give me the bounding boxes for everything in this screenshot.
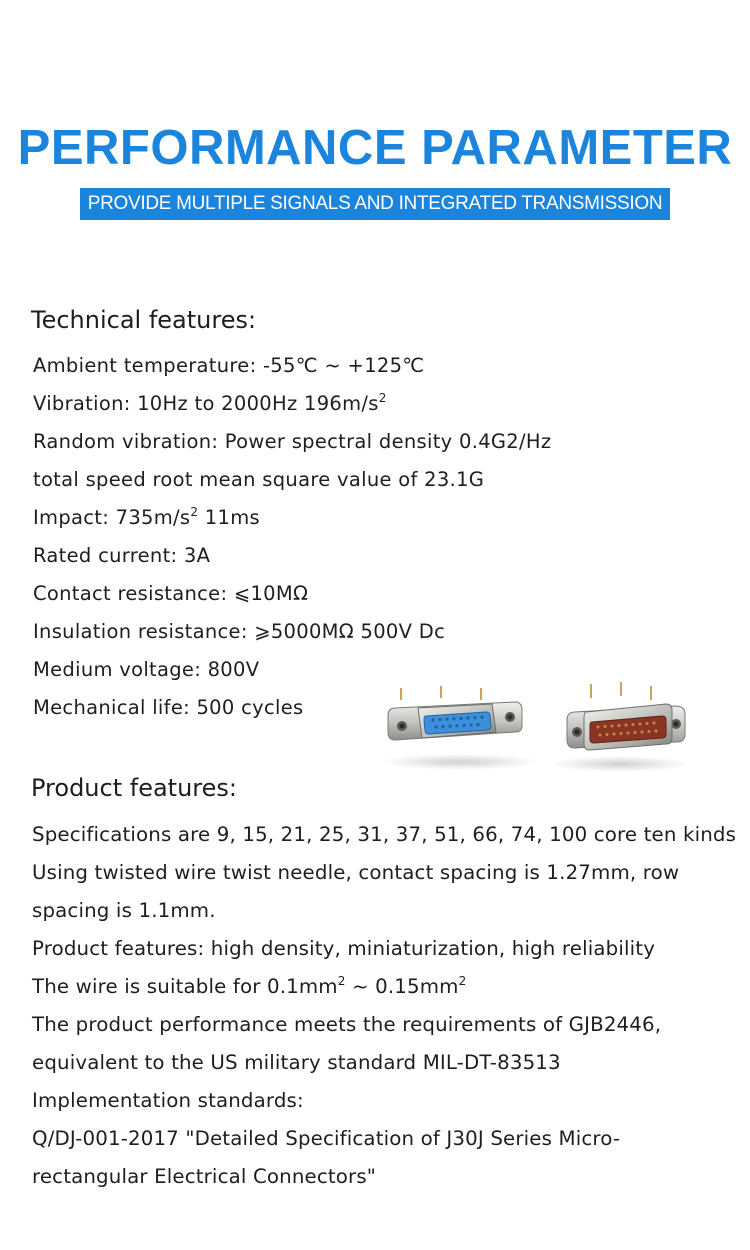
subtitle-banner [0, 188, 750, 220]
tech-line-rated-current: Rated current: 3A [33, 544, 211, 567]
prod-line-twisted-wire: Using twisted wire twist needle, contact spacing is 1.27mm, row [32, 861, 680, 884]
tech-line-rms: total speed root mean square value of 23.1G [33, 468, 485, 491]
prod-line-spec-title-1: Q/DJ-001-2017 "Detailed Specification of J30J Series Micro- [32, 1127, 621, 1150]
tech-line-impact-sup: 2 [190, 505, 199, 519]
technical-features-list [33, 347, 551, 727]
tech-line-impact [33, 499, 551, 537]
tech-line-impact-text: Impact: 735m/s [33, 506, 191, 529]
tech-line-impact-suffix: 11ms [198, 506, 260, 529]
product-features-heading: Product features: [31, 774, 237, 802]
prod-line-spec-title-2: rectangular Electrical Connectors" [32, 1165, 377, 1188]
subtitle-text: PROVIDE MULTIPLE SIGNALS AND INTEGRATED TRANSMISSION [80, 188, 671, 220]
male-connector [567, 682, 685, 750]
prod-line-row-spacing: spacing is 1.1mm. [32, 899, 216, 922]
prod-line-mil-standard: equivalent to the US military standard MIL-DT-83513 [32, 1051, 561, 1074]
technical-features-heading: Technical features: [31, 306, 257, 334]
prod-line-wire-sup-2: 2 [458, 974, 467, 988]
tech-line-ambient-temperature: Ambient temperature: -55℃ ~ +125℃ [33, 354, 425, 377]
tech-line-vibration-text: Vibration: 10Hz to 2000Hz 196m/s [33, 392, 379, 415]
tech-line-vibration [33, 385, 551, 423]
product-features-list [32, 816, 736, 1196]
prod-line-wire-size [32, 968, 736, 1006]
tech-line-random-vibration: Random vibration: Power spectral density 0.4G2/Hz [33, 430, 552, 453]
tech-line-contact-resistance: Contact resistance: ⩽10MΩ [33, 582, 309, 605]
prod-line-implementation: Implementation standards: [32, 1089, 304, 1112]
prod-line-wire-sup-1: 2 [337, 974, 346, 988]
prod-line-gjb2446: The product performance meets the requirements of GJB2446, [32, 1013, 662, 1036]
tech-line-medium-voltage: Medium voltage: 800V [33, 658, 260, 681]
connector-product-image [380, 682, 695, 772]
prod-line-wire-mid: ~ 0.15mm [345, 975, 459, 998]
female-connector [388, 686, 522, 740]
prod-line-wire-text: The wire is suitable for 0.1mm [32, 975, 338, 998]
tech-line-mechanical-life: Mechanical life: 500 cycles [33, 696, 304, 719]
prod-line-specifications: Specifications are 9, 15, 21, 25, 31, 37, 51, 66, 74, 100 core ten kinds [32, 823, 737, 846]
tech-line-insulation-resistance: Insulation resistance: ⩾5000MΩ 500V Dc [33, 620, 446, 643]
prod-line-product-features: Product features: high density, miniaturization, high reliability [32, 937, 656, 960]
page-title: PERFORMANCE PARAMETER [17, 121, 733, 175]
tech-line-vibration-sup: 2 [378, 391, 387, 405]
